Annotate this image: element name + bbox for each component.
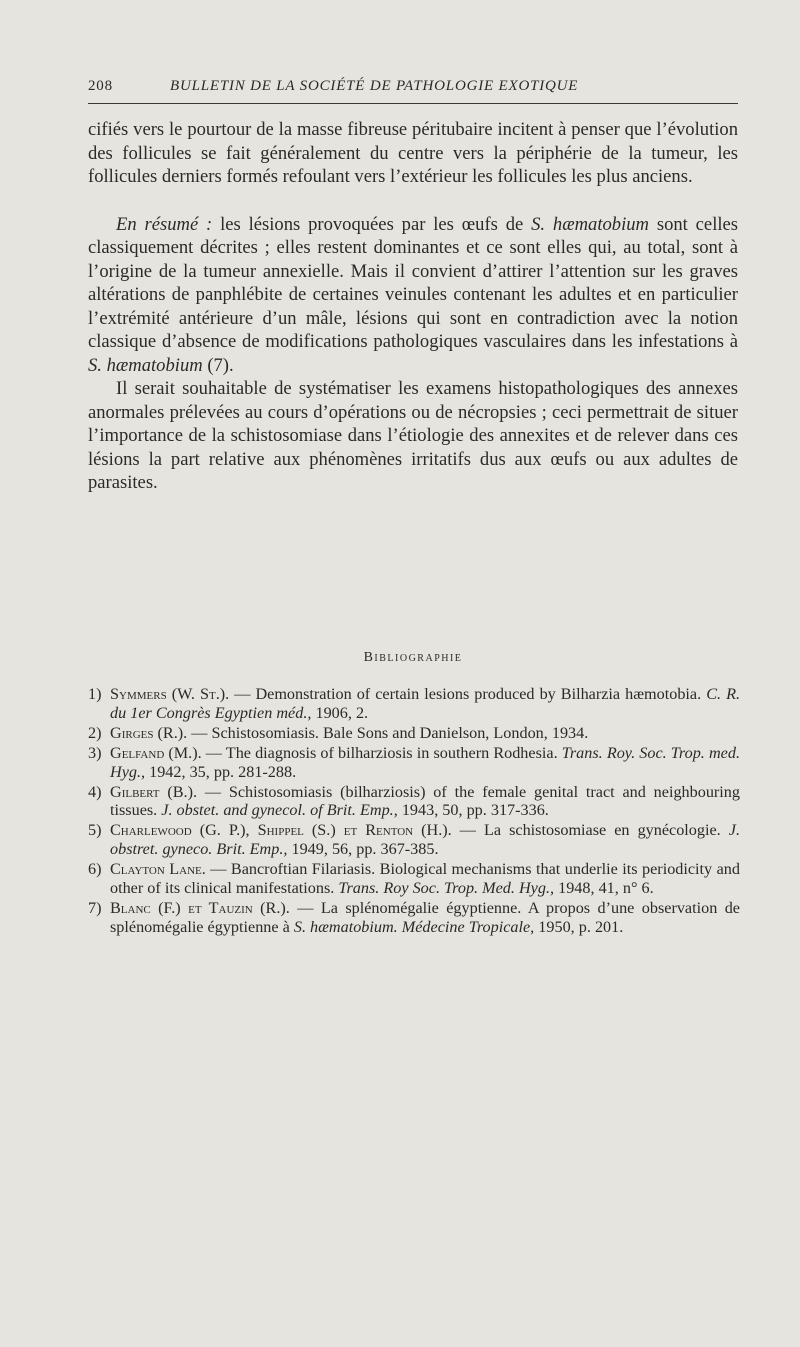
entry-number: 1) xyxy=(88,685,102,703)
entry-author: Charlewood (G. P.), Shippel (S.) et Renton (H.). xyxy=(110,821,452,840)
header-rule xyxy=(88,103,738,104)
entry-text: — Schistosomiasis (bilharziosis) of the female genital tract and neighbouring tissues. xyxy=(110,782,740,820)
entry-text: — La splénomégalie égyptienne. A propos d’une observation de splénomégalie égyptienne à xyxy=(110,898,740,936)
entry-citation: 1948, 41, n° 6. xyxy=(554,879,654,898)
page-number: 208 xyxy=(88,78,113,94)
bibliography-entry xyxy=(88,744,740,782)
entry-author: Gelfand (M.). xyxy=(110,743,202,762)
entry-number: 7) xyxy=(88,898,102,917)
entry-journal: Trans. Roy Soc. Trop. Med. Hyg., xyxy=(338,879,555,898)
body-text xyxy=(88,118,738,495)
paragraph-1: cifiés vers le pourtour de la masse fibreuse péritubaire incitent à penser que l’évolution des follicules se fait généralement du centre vers la périphérie de la tumeur, les follicules derniers formés refoulant vers l’extérieur les follicules les plus anciens. xyxy=(88,119,738,187)
entry-text: — Bancroftian Filariasis. Biological mechanisms that underlie its periodicity and other of its clinical manifestations. xyxy=(110,860,740,898)
entry-citation: 1950, p. 201. xyxy=(534,917,624,936)
bibliography-list xyxy=(88,685,740,938)
entry-journal: J. obstret. gyneco. Brit. Emp., xyxy=(110,821,740,859)
entry-journal: Trans. Roy. Soc. Trop. med. Hyg., xyxy=(110,743,740,781)
bibliography-entry xyxy=(88,724,740,743)
bibliography-entry xyxy=(88,783,740,821)
entry-author: Blanc (F.) et Tauzin (R.). xyxy=(110,898,290,917)
bibliography-title: Bibliographie xyxy=(363,650,463,665)
entry-citation: 1949, 56, pp. 367-385. xyxy=(287,840,439,859)
bibliography-entry xyxy=(88,860,740,898)
entry-text: — La schistosomiase en gynécologie. xyxy=(451,821,729,840)
species-name: S. hæmatobium xyxy=(531,213,649,235)
entry-author: Symmers (W. St.). xyxy=(110,685,230,703)
entry-number: 3) xyxy=(88,743,102,762)
entry-citation: 1943, 50, pp. 317-336. xyxy=(397,801,549,820)
paragraph-2-text-c: (7). xyxy=(202,354,234,376)
entry-journal: J. obstet. and gynecol. of Brit. Emp., xyxy=(161,801,398,820)
entry-author: Girges (R.). xyxy=(110,723,188,742)
entry-number: 2) xyxy=(88,723,102,742)
running-title: BULLETIN DE LA SOCIÉTÉ DE PATHOLOGIE EXOTIQUE xyxy=(170,78,579,94)
paragraph-2 xyxy=(88,213,738,378)
bibliography-entry xyxy=(88,899,740,937)
bibliography-entry xyxy=(88,821,740,859)
entry-text: — Demonstration of certain lesions produced by Bilharzia hæmotobia. xyxy=(229,685,707,703)
entry-text: — The diagnosis of bilharziosis in southern Rodhesia. xyxy=(201,743,562,762)
entry-author: Gilbert (B.). xyxy=(110,782,198,801)
entry-number: 4) xyxy=(88,782,102,801)
entry-journal: C. R. du 1er Congrès Egyptien méd., xyxy=(110,685,741,722)
paragraph-2-text-b: sont celles classiquement décrites ; elles restent dominantes et ce sont elles qui, au total, sont à l’origine de la tumeur annexielle. Mais il convient d’attirer l’attention sur les graves altérations de panphlébite de certaines veinules contenant les adultes et en particulier l’extrémité antérieure d’un mâle, lésions qui sont en contradiction avec la notion classique d’absence de modifications pathologiques vasculaires dans les infestations à xyxy=(88,213,739,352)
entry-citation: 1942, 35, pp. 281-288. xyxy=(145,762,297,781)
entry-author: Clayton Lane. xyxy=(110,860,206,879)
species-name: S. hæmatobium xyxy=(88,354,203,376)
bibliography-entry xyxy=(88,685,740,723)
paragraph-2-text-a: les lésions provoquées par les œufs de xyxy=(212,213,532,235)
entry-text: — Schistosomiasis. Bale Sons and Danielson, London, 1934. xyxy=(187,723,589,742)
paragraph-2-lead: En résumé : xyxy=(116,213,213,235)
entry-citation: 1906, 2. xyxy=(311,703,369,722)
paragraph-3: Il serait souhaitable de systématiser les examens histopathologiques des annexes anormales prélevées au cours d’opérations ou de nécropsies ; ceci permettrait de situer l’importance de la schistosomiase dans l’étiologie des annexites et de relever dans ces lésions la part relative aux phénomènes irritatifs dus aux œufs ou aux adultes de parasites. xyxy=(88,378,738,493)
entry-number: 6) xyxy=(88,860,102,879)
entry-number: 5) xyxy=(88,821,102,840)
entry-journal: S. hæmatobium. Médecine Tropicale, xyxy=(293,917,535,936)
